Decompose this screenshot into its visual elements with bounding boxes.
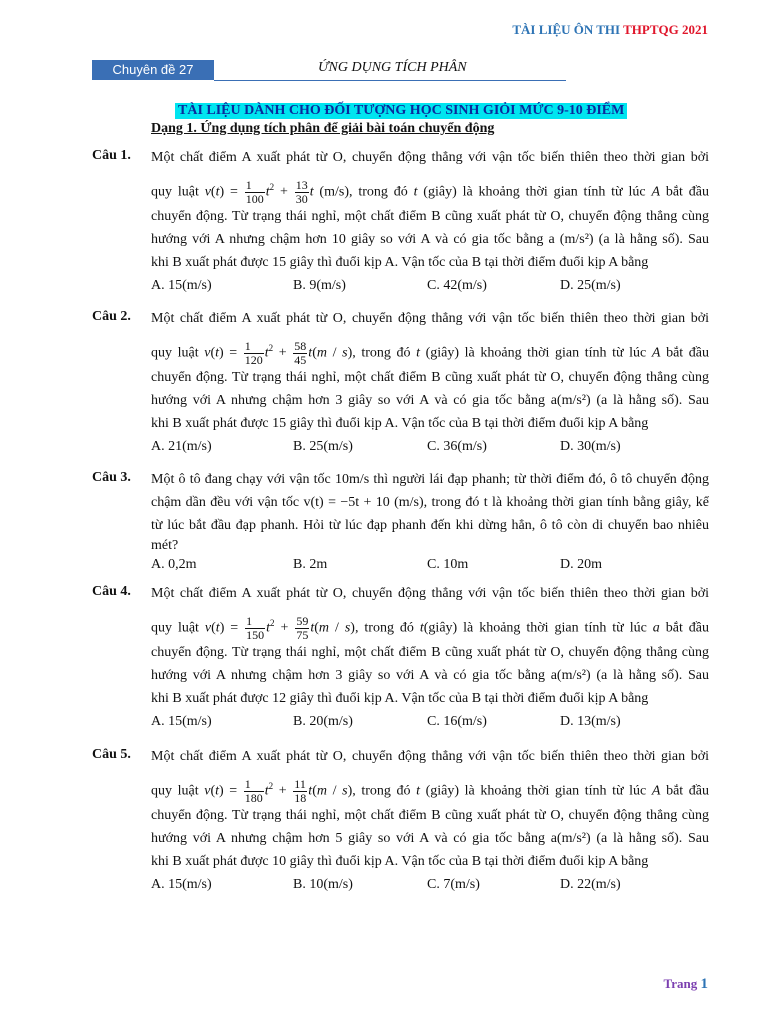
question-label: Câu 5. <box>92 747 131 762</box>
option-b[interactable]: B. 9(m/s) <box>293 278 346 293</box>
option-c[interactable]: C. 10m <box>427 557 469 572</box>
question-line: quy luật v(t) = $\frac{1}{180}$ $t^2$ + $\frac{11}{18}$ t(m / s), trong đó t (giây) là khoảng thời gian tính từ lúc A bắt đầu <box>151 776 709 805</box>
answer-options <box>151 437 711 457</box>
question-line: Một chất điểm A xuất phát từ O, chuyển động thẳng với vận tốc biến thiên theo thời gian bởi <box>151 311 709 326</box>
option-d[interactable]: D. 13(m/s) <box>560 714 621 729</box>
question-line: quy luật v(t) = $\frac{1}{120}$ $t^2$ + $\frac{58}{45}$ t(m / s), trong đó t (giây) là khoảng thời gian tính từ lúc A bắt đầu <box>151 338 709 367</box>
chapter-tab: Chuyên đề 27 <box>92 60 214 80</box>
question-line: quy luật v(t) = $\frac{1}{100}$ $t^2$ + $\frac{13}{30}$ t (m/s), trong đó t (giây) là khoảng thời gian tính từ lúc A bắt đầu <box>151 177 710 206</box>
question-label: Câu 2. <box>92 309 131 324</box>
option-c[interactable]: C. 36(m/s) <box>427 439 487 454</box>
question-line: Một chất điểm A xuất phát từ O, chuyển động thẳng với vận tốc biến thiên theo thời gian bởi <box>151 586 709 601</box>
question-line: hướng với A nhưng chậm hơn 3 giây so với A và có gia tốc bằng a(m/s²) (a là hằng số). Sau <box>151 393 709 408</box>
option-c[interactable]: C. 7(m/s) <box>427 877 480 892</box>
question-text <box>151 745 709 873</box>
option-a[interactable]: A. 21(m/s) <box>151 439 212 454</box>
option-b[interactable]: B. 25(m/s) <box>293 439 353 454</box>
header-divider <box>214 80 566 81</box>
question-text <box>151 146 709 274</box>
option-a[interactable]: A. 15(m/s) <box>151 877 212 892</box>
question-line: khi B xuất phát được 15 giây thì đuổi kịp A. Vận tốc của B tại thời điểm đuổi kịp A bằng <box>151 255 649 270</box>
option-c[interactable]: C. 16(m/s) <box>427 714 487 729</box>
option-b[interactable]: B. 2m <box>293 557 328 572</box>
question-line: chậm dần đều với vận tốc v(t) = −5t + 10 (m/s), trong đó t là khoảng thời gian tính bằng giây, kể <box>151 495 709 510</box>
answer-options <box>151 875 711 895</box>
chapter-title: ỨNG DỤNG TÍCH PHÂN <box>318 60 467 75</box>
question-line: Một chất điểm A xuất phát từ O, chuyển động thẳng với vận tốc biến thiên theo thời gian bởi <box>151 150 709 165</box>
question-line: Một ô tô đang chạy với vận tốc 10m/s thì người lái đạp phanh; từ thời điểm đó, ô tô chuyển động <box>151 472 709 487</box>
option-b[interactable]: B. 20(m/s) <box>293 714 353 729</box>
question-line: khi B xuất phát được 15 giây thì đuổi kịp A. Vận tốc của B tại thời điểm đuổi kịp A bằng <box>151 416 649 431</box>
answer-options <box>151 555 711 575</box>
question-line: hướng với A nhưng chậm hơn 3 giây so với A và có gia tốc bằng a(m/s²) (a là hằng số). Sau <box>151 668 709 683</box>
audience-banner: TÀI LIỆU DÀNH CHO ĐỐI TƯỢNG HỌC SINH GIỎI MỨC 9-10 ĐIỂM <box>175 103 627 119</box>
option-c[interactable]: C. 42(m/s) <box>427 278 487 293</box>
option-d[interactable]: D. 22(m/s) <box>560 877 621 892</box>
section-heading: Dạng 1. Ứng dụng tích phân để giải bài toán chuyển động <box>151 121 495 136</box>
question-line: hướng với A nhưng chậm hơn 5 giây so với A và có gia tốc bằng a(m/s²) (a là hằng số). Sau <box>151 831 709 846</box>
option-a[interactable]: A. 15(m/s) <box>151 278 212 293</box>
header-exam: THPTQG 2021 <box>623 22 708 37</box>
option-d[interactable]: D. 20m <box>560 557 602 572</box>
document-header <box>512 22 708 38</box>
question-line: chuyển động. Từ trạng thái nghỉ, một chất điểm B cũng xuất phát từ O, chuyển động thẳng cùng <box>151 209 709 224</box>
question-line: hướng với A nhưng chậm hơn 10 giây so với A và có gia tốc bằng a (m/s²) (a là hằng số). Sau <box>151 232 709 247</box>
answer-options <box>151 276 711 296</box>
question-line: từ lúc bắt đầu đạp phanh. Hỏi từ lúc đạp phanh đến khi dừng hẳn, ô tô còn di chuyển bao nhiêu <box>151 518 709 533</box>
option-a[interactable]: A. 15(m/s) <box>151 714 212 729</box>
question-line: quy luật v(t) = $\frac{1}{150}$ $t^2$ + $\frac{59}{75}$ t(m / s), trong đó t(giây) là khoảng thời gian tính từ lúc a bắt đầu <box>151 613 710 642</box>
page-label: Trang <box>663 976 698 991</box>
page-number <box>664 976 708 993</box>
question-text <box>151 468 709 555</box>
question-line: khi B xuất phát được 12 giây thì đuổi kịp A. Vận tốc của B tại thời điểm đuổi kịp A bằng <box>151 691 649 706</box>
question-line: chuyển động. Từ trạng thái nghỉ, một chất điểm B cũng xuất phát từ O, chuyển động thẳng cùng <box>151 370 709 385</box>
option-d[interactable]: D. 25(m/s) <box>560 278 621 293</box>
header-series: TÀI LIỆU ÔN THI <box>512 22 621 37</box>
question-line: mét? <box>151 538 179 553</box>
option-d[interactable]: D. 30(m/s) <box>560 439 621 454</box>
question-label: Câu 1. <box>92 148 131 163</box>
question-line: Một chất điểm A xuất phát từ O, chuyển động thẳng với vận tốc biến thiên theo thời gian bởi <box>151 749 709 764</box>
question-label: Câu 4. <box>92 584 131 599</box>
page-value: 1 <box>700 976 708 992</box>
option-a[interactable]: A. 0,2m <box>151 557 197 572</box>
question-text <box>151 307 709 435</box>
option-b[interactable]: B. 10(m/s) <box>293 877 353 892</box>
question-text <box>151 582 709 710</box>
question-line: khi B xuất phát được 10 giây thì đuổi kịp A. Vận tốc của B tại thời điểm đuổi kịp A bằng <box>151 854 649 869</box>
question-label: Câu 3. <box>92 470 131 485</box>
answer-options <box>151 712 711 732</box>
question-line: chuyển động. Từ trạng thái nghỉ, một chất điểm B cũng xuất phát từ O, chuyển động thẳng cùng <box>151 645 709 660</box>
question-line: chuyển động. Từ trạng thái nghỉ, một chất điểm B cũng xuất phát từ O, chuyển động thẳng cùng <box>151 808 709 823</box>
